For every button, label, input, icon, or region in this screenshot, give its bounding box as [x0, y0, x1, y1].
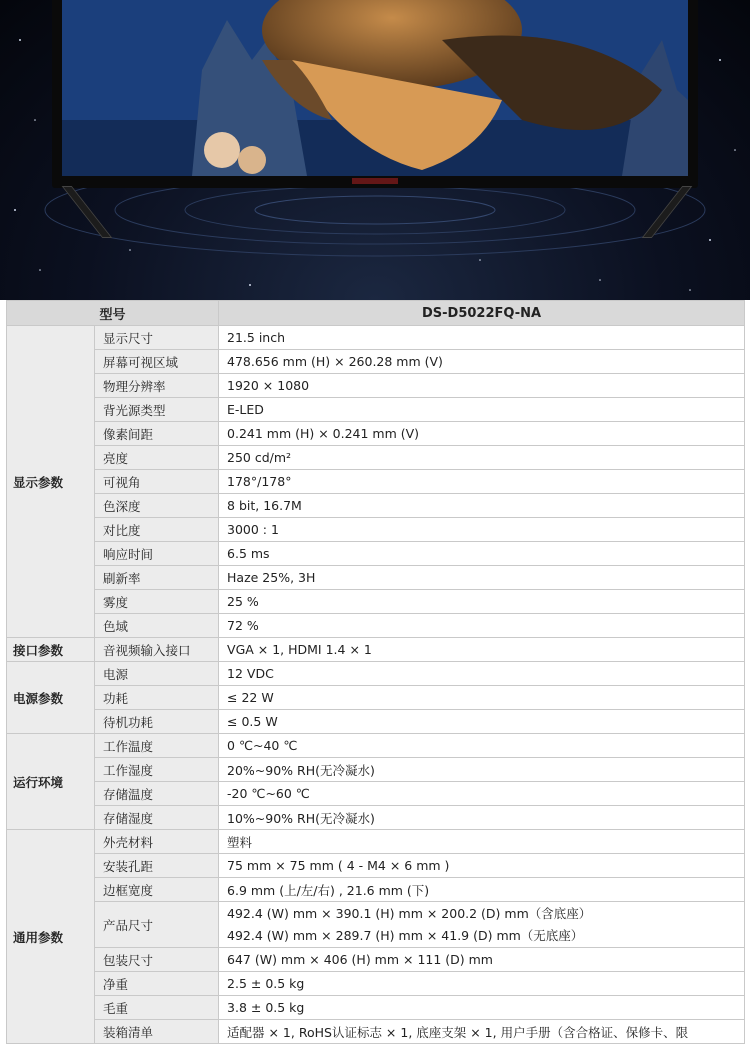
spec-label-cell: 亮度 — [95, 446, 219, 470]
spec-label-cell: 刷新率 — [95, 566, 219, 590]
spec-value-cell: ≤ 22 W — [219, 686, 745, 710]
spec-value-line: 492.4 (W) mm × 289.7 (H) mm × 41.9 (D) mm（无底座） — [227, 927, 584, 943]
table-row — [7, 854, 745, 878]
spec-label-cell: 待机功耗 — [95, 710, 219, 734]
table-row — [7, 902, 745, 948]
spec-value-cell: -20 ℃~60 ℃ — [219, 782, 745, 806]
table-row — [7, 734, 745, 758]
table-row — [7, 948, 745, 972]
table-row — [7, 878, 745, 902]
table-row — [7, 710, 745, 734]
spec-value-cell: 6.5 ms — [219, 542, 745, 566]
spec-value-cell: 75 mm × 75 mm ( 4 - M4 × 6 mm ) — [219, 854, 745, 878]
table-row — [7, 996, 745, 1020]
spec-value-cell: 178°/178° — [219, 470, 745, 494]
table-row — [7, 590, 745, 614]
spec-label-cell: 工作温度 — [95, 734, 219, 758]
table-row — [7, 972, 745, 996]
table-row — [7, 542, 745, 566]
spec-value-cell: 12 VDC — [219, 662, 745, 686]
category-cell: 通用参数 — [7, 830, 95, 1044]
spec-value-cell: 3.8 ± 0.5 kg — [219, 996, 745, 1020]
spec-table-header — [7, 301, 745, 326]
table-row — [7, 686, 745, 710]
table-row — [7, 662, 745, 686]
spec-value-cell: 塑料 — [219, 830, 745, 854]
spec-value-cell: VGA × 1, HDMI 1.4 × 1 — [219, 638, 745, 662]
spec-label-cell: 存储湿度 — [95, 806, 219, 830]
spec-label-cell: 雾度 — [95, 590, 219, 614]
model-label: 型号 — [7, 301, 219, 326]
spec-value-cell: 250 cd/m² — [219, 446, 745, 470]
table-row — [7, 830, 745, 854]
spec-label-cell: 毛重 — [95, 996, 219, 1020]
table-row — [7, 518, 745, 542]
table-row — [7, 326, 745, 350]
spec-label-cell: 产品尺寸 — [95, 902, 219, 948]
spec-value-cell: E-LED — [219, 398, 745, 422]
spec-value-cell: 20%~90% RH(无冷凝水) — [219, 758, 745, 782]
spec-label-cell: 屏幕可视区域 — [95, 350, 219, 374]
spec-label-cell: 显示尺寸 — [95, 326, 219, 350]
spec-value-cell: 647 (W) mm × 406 (H) mm × 111 (D) mm — [219, 948, 745, 972]
spec-label-cell: 装箱清单 — [95, 1020, 219, 1044]
table-row — [7, 470, 745, 494]
turtle-illustration — [62, 0, 688, 176]
spec-value-cell: 478.656 mm (H) × 260.28 mm (V) — [219, 350, 745, 374]
table-row — [7, 566, 745, 590]
table-row — [7, 758, 745, 782]
spec-value-cell: 1920 × 1080 — [219, 374, 745, 398]
table-row — [7, 782, 745, 806]
table-row — [7, 374, 745, 398]
spec-value-cell: 72 % — [219, 614, 745, 638]
spec-value-cell: 0 ℃~40 ℃ — [219, 734, 745, 758]
spec-label-cell: 包装尺寸 — [95, 948, 219, 972]
spec-label-cell: 存储温度 — [95, 782, 219, 806]
spec-label-cell: 物理分辨率 — [95, 374, 219, 398]
spec-label-cell: 净重 — [95, 972, 219, 996]
spec-value-cell: 2.5 ± 0.5 kg — [219, 972, 745, 996]
table-row — [7, 1020, 745, 1044]
spec-label-cell: 对比度 — [95, 518, 219, 542]
brand-logo — [352, 178, 398, 184]
spec-table — [6, 300, 745, 1044]
table-row — [7, 422, 745, 446]
table-row — [7, 614, 745, 638]
spec-value-cell: 21.5 inch — [219, 326, 745, 350]
spec-label-cell: 背光源类型 — [95, 398, 219, 422]
spec-label-cell: 可视角 — [95, 470, 219, 494]
table-row — [7, 638, 745, 662]
spec-value-cell — [219, 902, 745, 948]
spec-label-cell: 电源 — [95, 662, 219, 686]
spec-label-cell: 功耗 — [95, 686, 219, 710]
spec-label-cell: 外壳材料 — [95, 830, 219, 854]
monitor-screen-turtle-image — [62, 0, 688, 176]
category-cell: 运行环境 — [7, 734, 95, 830]
table-row — [7, 446, 745, 470]
spec-label-cell: 色深度 — [95, 494, 219, 518]
table-row — [7, 494, 745, 518]
spec-value-cell: 0.241 mm (H) × 0.241 mm (V) — [219, 422, 745, 446]
product-hero-image — [0, 0, 750, 300]
table-row — [7, 398, 745, 422]
spec-label-cell: 色域 — [95, 614, 219, 638]
spec-value-cell: ≤ 0.5 W — [219, 710, 745, 734]
spec-value-cell: Haze 25%, 3H — [219, 566, 745, 590]
table-row — [7, 806, 745, 830]
spec-label-cell: 工作湿度 — [95, 758, 219, 782]
category-cell: 电源参数 — [7, 662, 95, 734]
spec-label-cell: 边框宽度 — [95, 878, 219, 902]
table-row — [7, 350, 745, 374]
spec-value-cell: 适配器 × 1, RoHS认证标志 × 1, 底座支架 × 1, 用户手册（含合格证、保修卡、限 — [219, 1020, 745, 1044]
spec-value-cell: 3000 : 1 — [219, 518, 745, 542]
category-cell: 显示参数 — [7, 326, 95, 638]
spec-value-cell: 8 bit, 16.7M — [219, 494, 745, 518]
spec-value-line: 492.4 (W) mm × 390.1 (H) mm × 200.2 (D) mm（含底座） — [227, 905, 592, 921]
category-cell: 接口参数 — [7, 638, 95, 662]
spec-value-cell: 6.9 mm (上/左/右) , 21.6 mm (下) — [219, 878, 745, 902]
spec-label-cell: 响应时间 — [95, 542, 219, 566]
spec-label-cell: 安装孔距 — [95, 854, 219, 878]
model-value: DS-D5022FQ-NA — [219, 301, 745, 326]
spec-value-cell: 10%~90% RH(无冷凝水) — [219, 806, 745, 830]
spec-label-cell: 音视频输入接口 — [95, 638, 219, 662]
spec-label-cell: 像素间距 — [95, 422, 219, 446]
spec-value-cell: 25 % — [219, 590, 745, 614]
